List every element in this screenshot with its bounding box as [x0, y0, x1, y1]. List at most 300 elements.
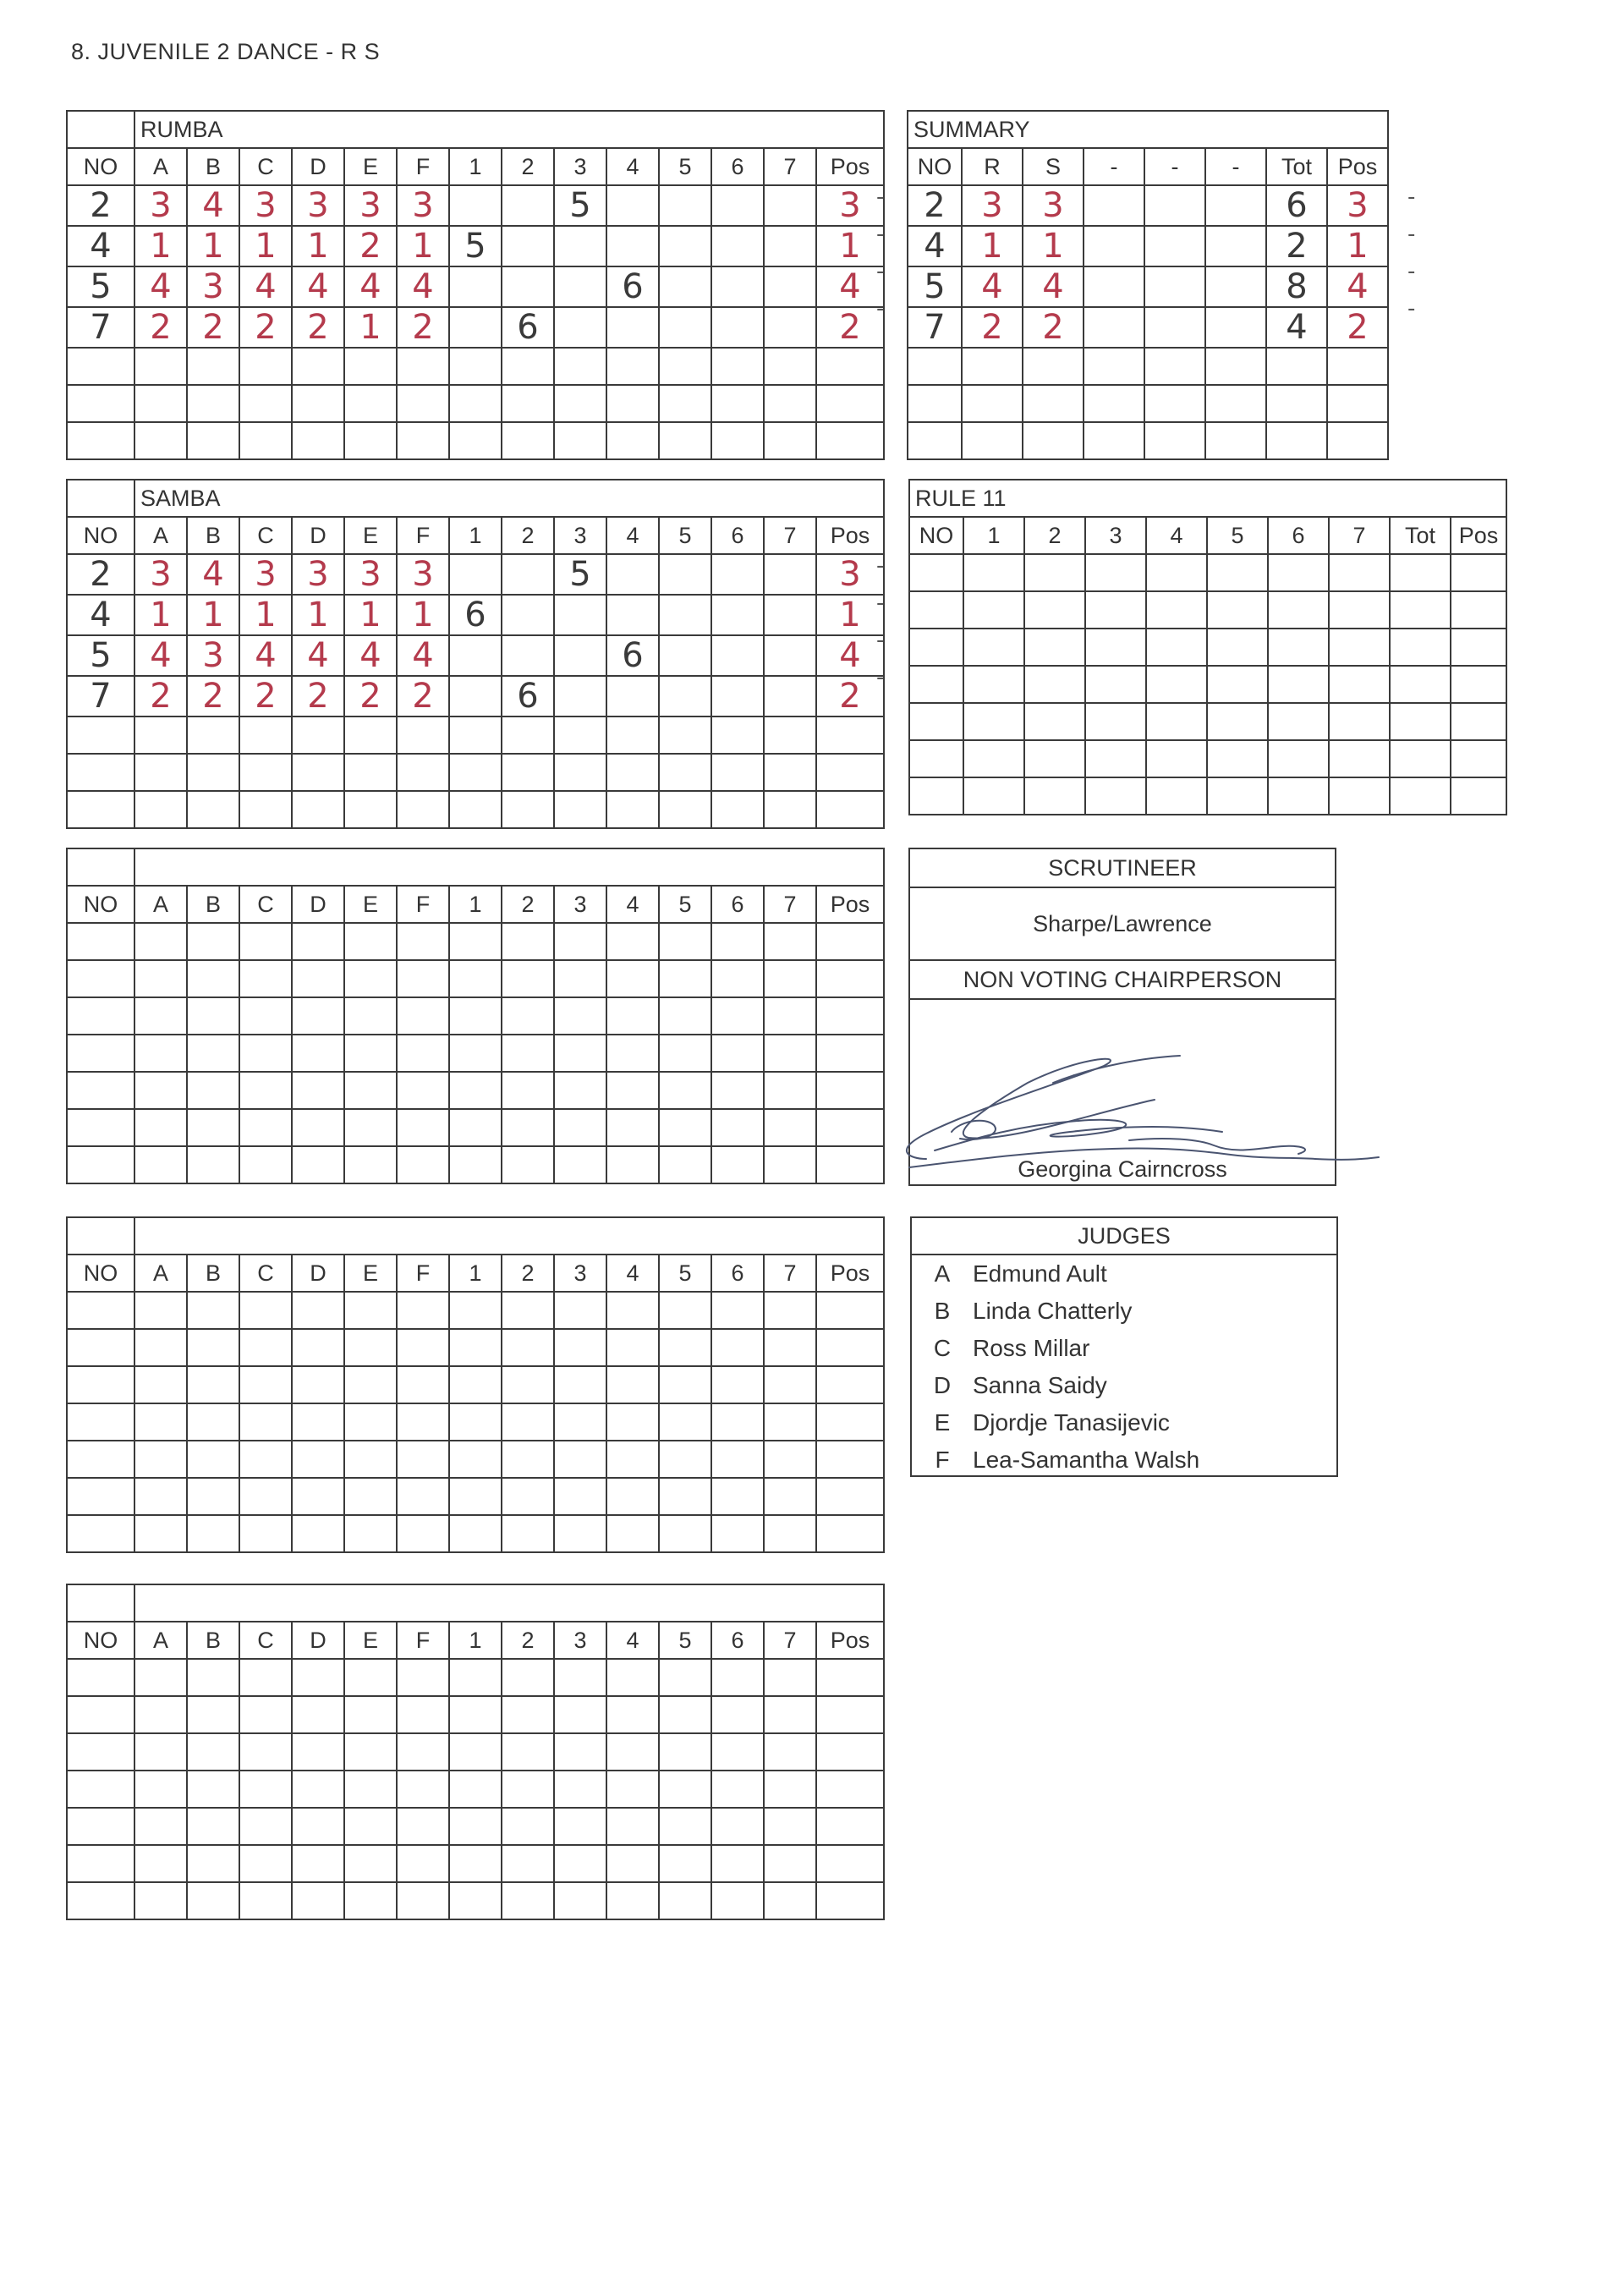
mark-cell — [449, 1659, 502, 1696]
mark-cell: 5 — [554, 554, 606, 595]
result-cell — [1144, 266, 1205, 307]
mark-cell — [67, 1403, 134, 1441]
mark-cell — [344, 1366, 397, 1403]
result-cell — [1451, 703, 1506, 740]
dance-title-row — [67, 848, 884, 886]
result-cell — [1205, 226, 1266, 266]
result-cell — [1205, 422, 1266, 459]
dance-name — [134, 848, 884, 886]
mark-cell — [554, 1403, 606, 1441]
mark-cell — [344, 960, 397, 997]
mark-cell: 1 — [397, 226, 449, 266]
mark-cell — [292, 791, 344, 828]
mark-cell — [344, 422, 397, 459]
mark-cell: 2 — [292, 307, 344, 348]
mark-cell — [449, 960, 502, 997]
mark-cell — [711, 1882, 764, 1919]
result-cell — [962, 385, 1023, 422]
judge-letter: F — [935, 1447, 950, 1473]
mark-cell: 3 — [187, 635, 239, 676]
mark-cell — [292, 1441, 344, 1478]
result-cell — [1144, 226, 1205, 266]
mark-cell — [816, 1403, 884, 1441]
result-cell — [1024, 703, 1085, 740]
mark-cell — [449, 1882, 502, 1919]
mark-cell — [502, 1882, 554, 1919]
result-cell — [1085, 777, 1146, 815]
marks-row — [67, 1292, 884, 1329]
mark-cell: 2 — [239, 307, 292, 348]
mark-cell — [292, 1882, 344, 1919]
mark-cell — [449, 676, 502, 717]
mark-cell — [502, 1146, 554, 1183]
result-cell: 3 — [1023, 185, 1084, 226]
mark-cell — [606, 923, 659, 960]
column-header: 5 — [1207, 517, 1268, 554]
column-header: Pos — [1451, 517, 1506, 554]
mark-cell: 1 — [187, 226, 239, 266]
mark-cell — [292, 997, 344, 1035]
mark-cell — [659, 754, 711, 791]
mark-cell — [187, 1696, 239, 1733]
result-cell — [1144, 385, 1205, 422]
mark-cell — [397, 1659, 449, 1696]
result-cell — [1023, 348, 1084, 385]
mark-cell — [187, 1808, 239, 1845]
column-header: B — [187, 517, 239, 554]
mark-cell — [397, 385, 449, 422]
result-cell: 2 — [1266, 226, 1327, 266]
judge-letter: A — [934, 1260, 951, 1287]
column-header: C — [239, 1255, 292, 1292]
result-cell — [1205, 307, 1266, 348]
mark-cell — [344, 1882, 397, 1919]
result-cell: 1 — [1327, 226, 1388, 266]
column-header: D — [292, 517, 344, 554]
marks-row — [67, 1733, 884, 1771]
mark-cell — [764, 385, 816, 422]
mark-cell — [606, 307, 659, 348]
mark-cell — [659, 1441, 711, 1478]
mark-cell — [711, 1109, 764, 1146]
result-cell — [1084, 348, 1144, 385]
mark-cell — [397, 1478, 449, 1515]
mark-cell — [764, 1292, 816, 1329]
result-cell — [1085, 703, 1146, 740]
mark-cell — [67, 754, 134, 791]
column-header: A — [134, 1255, 187, 1292]
result-cell — [1390, 666, 1451, 703]
column-header: F — [397, 1622, 449, 1659]
column-header: 2 — [502, 886, 554, 923]
mark-cell — [554, 1441, 606, 1478]
column-header: C — [239, 517, 292, 554]
mark-cell — [554, 923, 606, 960]
mark-cell — [606, 1659, 659, 1696]
mark-cell — [711, 385, 764, 422]
mark-cell — [239, 717, 292, 754]
mark-cell — [554, 348, 606, 385]
mark-cell — [344, 754, 397, 791]
mark-cell — [67, 1292, 134, 1329]
mark-cell — [554, 1478, 606, 1515]
mark-cell — [239, 1845, 292, 1882]
mark-cell — [397, 422, 449, 459]
mark-cell — [659, 1035, 711, 1072]
mark-cell — [554, 1035, 606, 1072]
mark-cell — [659, 422, 711, 459]
result-cell — [1266, 348, 1327, 385]
column-header: Tot — [1266, 148, 1327, 185]
result-cell — [1084, 266, 1144, 307]
result-cell — [963, 740, 1024, 777]
mark-cell — [292, 754, 344, 791]
mark-cell — [187, 1366, 239, 1403]
mark-cell: 4 — [397, 635, 449, 676]
result-cell — [963, 703, 1024, 740]
mark-cell — [554, 422, 606, 459]
column-header: R — [962, 148, 1023, 185]
mark-cell — [554, 1072, 606, 1109]
mark-cell — [606, 422, 659, 459]
mark-cell — [711, 348, 764, 385]
mark-cell — [292, 348, 344, 385]
mark-cell — [239, 1072, 292, 1109]
mark-cell: 1 — [397, 595, 449, 635]
mark-cell: 2 — [239, 676, 292, 717]
mark-cell — [816, 1441, 884, 1478]
mark-cell — [502, 1808, 554, 1845]
result-cell: 2 — [962, 307, 1023, 348]
result-cell — [1146, 554, 1207, 591]
mark-cell — [239, 1771, 292, 1808]
mark-cell — [502, 1403, 554, 1441]
mark-cell: 4 — [239, 635, 292, 676]
column-header: 5 — [659, 1622, 711, 1659]
mark-cell — [554, 1771, 606, 1808]
result-cell — [1390, 591, 1451, 629]
judge-letter: C — [933, 1335, 952, 1361]
judge-name: Edmund Ault — [973, 1260, 1107, 1287]
mark-cell — [239, 385, 292, 422]
mark-cell — [449, 997, 502, 1035]
mark-cell — [344, 1109, 397, 1146]
column-header: 6 — [1268, 517, 1329, 554]
result-cell — [1327, 422, 1388, 459]
result-cell — [1085, 554, 1146, 591]
result-cell — [1451, 666, 1506, 703]
mark-cell — [344, 1403, 397, 1441]
judge-name: Ross Millar — [973, 1335, 1090, 1361]
mark-cell — [187, 1659, 239, 1696]
mark-cell — [659, 676, 711, 717]
grid-title-row — [909, 480, 1506, 517]
mark-cell — [816, 422, 884, 459]
result-cell — [1023, 385, 1084, 422]
mark-cell — [502, 185, 554, 226]
mark-cell — [659, 1659, 711, 1696]
result-row — [909, 740, 1506, 777]
result-cell — [909, 703, 963, 740]
dance-name: RUMBA — [134, 111, 884, 148]
mark-cell — [187, 385, 239, 422]
judge-row — [912, 1367, 1336, 1404]
mark-cell — [711, 997, 764, 1035]
result-cell — [1024, 591, 1085, 629]
mark-cell — [554, 226, 606, 266]
marks-row — [67, 422, 884, 459]
mark-cell — [711, 923, 764, 960]
mark-cell — [67, 1441, 134, 1478]
mark-cell — [187, 1146, 239, 1183]
mark-cell: 3 — [239, 185, 292, 226]
mark-cell — [816, 791, 884, 828]
result-cell — [1024, 777, 1085, 815]
mark-cell — [449, 307, 502, 348]
result-cell — [1329, 777, 1390, 815]
result-cell: 6 — [1266, 185, 1327, 226]
mark-cell — [344, 1696, 397, 1733]
mark-cell — [711, 635, 764, 676]
result-cell — [1329, 554, 1390, 591]
column-header: - — [1205, 148, 1266, 185]
mark-cell — [502, 1109, 554, 1146]
mark-cell — [816, 1733, 884, 1771]
tick-mark: - — [876, 184, 885, 210]
mark-cell — [187, 1733, 239, 1771]
mark-cell — [764, 185, 816, 226]
mark-cell — [711, 717, 764, 754]
mark-cell — [187, 1403, 239, 1441]
result-cell — [909, 740, 963, 777]
result-row — [909, 777, 1506, 815]
mark-cell — [239, 754, 292, 791]
mark-cell: 1 — [816, 226, 884, 266]
column-header: E — [344, 148, 397, 185]
result-cell — [1451, 740, 1506, 777]
mark-cell — [659, 385, 711, 422]
column-header: E — [344, 1622, 397, 1659]
mark-cell — [239, 923, 292, 960]
column-header: NO — [67, 517, 134, 554]
mark-cell — [711, 1366, 764, 1403]
result-cell — [909, 591, 963, 629]
column-header: B — [187, 1622, 239, 1659]
mark-cell — [816, 1035, 884, 1072]
mark-cell: 6 — [606, 635, 659, 676]
mark-cell — [134, 960, 187, 997]
mark-cell — [292, 1292, 344, 1329]
mark-cell — [344, 1146, 397, 1183]
mark-cell — [134, 385, 187, 422]
mark-cell — [134, 1441, 187, 1478]
mark-cell — [816, 1882, 884, 1919]
mark-cell — [344, 1771, 397, 1808]
dance-title-spacer — [67, 848, 134, 886]
judges-box — [910, 1216, 1338, 1477]
mark-cell — [187, 1109, 239, 1146]
column-header: 6 — [711, 148, 764, 185]
result-cell — [1327, 385, 1388, 422]
mark-cell — [554, 960, 606, 997]
column-header: E — [344, 1255, 397, 1292]
mark-cell — [764, 266, 816, 307]
column-header: 3 — [554, 148, 606, 185]
mark-cell — [502, 385, 554, 422]
dance-grid — [66, 848, 885, 1184]
mark-cell — [502, 635, 554, 676]
mark-cell — [67, 1882, 134, 1919]
mark-cell — [239, 960, 292, 997]
result-cell — [909, 777, 963, 815]
mark-cell — [449, 1292, 502, 1329]
mark-cell — [606, 348, 659, 385]
mark-cell — [764, 1771, 816, 1808]
mark-cell: 3 — [239, 554, 292, 595]
dance-name — [134, 1584, 884, 1622]
mark-cell — [67, 997, 134, 1035]
result-row — [908, 422, 1388, 459]
mark-cell — [554, 1845, 606, 1882]
tick-mark: - — [1407, 296, 1416, 321]
tick-mark: - — [876, 296, 885, 321]
mark-cell — [764, 717, 816, 754]
dance-grid — [66, 110, 885, 460]
mark-cell: 4 — [67, 226, 134, 266]
grid-header-row — [909, 517, 1506, 554]
marks-row — [67, 1035, 884, 1072]
column-header: NO — [67, 886, 134, 923]
mark-cell — [606, 997, 659, 1035]
mark-cell — [764, 1146, 816, 1183]
mark-cell — [764, 1882, 816, 1919]
column-header: B — [187, 148, 239, 185]
mark-cell — [711, 1441, 764, 1478]
mark-cell — [554, 754, 606, 791]
mark-cell — [816, 1146, 884, 1183]
column-header: NO — [909, 517, 963, 554]
dance-title-row — [67, 480, 884, 517]
dance-name — [134, 1217, 884, 1255]
mark-cell — [397, 1072, 449, 1109]
mark-cell — [659, 1109, 711, 1146]
result-cell: 4 — [1266, 307, 1327, 348]
mark-cell — [344, 385, 397, 422]
mark-cell — [659, 960, 711, 997]
mark-cell — [239, 1441, 292, 1478]
mark-cell — [239, 1366, 292, 1403]
mark-cell — [449, 754, 502, 791]
mark-cell — [502, 1696, 554, 1733]
mark-cell — [397, 1292, 449, 1329]
mark-cell — [554, 1366, 606, 1403]
mark-cell: 1 — [239, 226, 292, 266]
dance-header-row — [67, 1255, 884, 1292]
mark-cell — [397, 1733, 449, 1771]
column-header: 4 — [606, 148, 659, 185]
mark-cell — [764, 348, 816, 385]
mark-cell — [187, 791, 239, 828]
mark-cell — [659, 1403, 711, 1441]
result-cell — [1207, 591, 1268, 629]
mark-cell: 3 — [397, 554, 449, 595]
column-header: 6 — [711, 1622, 764, 1659]
mark-cell — [397, 348, 449, 385]
mark-cell — [606, 791, 659, 828]
column-header: A — [134, 886, 187, 923]
mark-cell — [554, 1808, 606, 1845]
result-cell — [1085, 629, 1146, 666]
mark-cell — [606, 1366, 659, 1403]
result-cell — [1268, 666, 1329, 703]
mark-cell — [67, 1845, 134, 1882]
mark-cell — [187, 422, 239, 459]
column-header: - — [1084, 148, 1144, 185]
mark-cell — [187, 1771, 239, 1808]
column-header: 5 — [659, 517, 711, 554]
mark-cell — [67, 1696, 134, 1733]
judge-row — [912, 1293, 1336, 1330]
marks-row — [67, 385, 884, 422]
mark-cell — [816, 1366, 884, 1403]
mark-cell — [134, 1292, 187, 1329]
tick-mark: - — [876, 259, 885, 284]
mark-cell — [187, 1329, 239, 1366]
mark-cell: 2 — [397, 676, 449, 717]
mark-cell: 6 — [502, 307, 554, 348]
mark-cell — [606, 1292, 659, 1329]
marks-row — [67, 923, 884, 960]
scrutineer-name: Sharpe/Lawrence — [910, 888, 1335, 961]
column-header: 5 — [659, 1255, 711, 1292]
mark-cell — [659, 923, 711, 960]
column-header: 7 — [764, 886, 816, 923]
mark-cell — [397, 1771, 449, 1808]
result-row — [908, 266, 1388, 307]
column-header: E — [344, 886, 397, 923]
column-header: C — [239, 1622, 292, 1659]
mark-cell — [449, 1441, 502, 1478]
column-header: NO — [67, 1622, 134, 1659]
mark-cell — [134, 1733, 187, 1771]
mark-cell — [711, 676, 764, 717]
mark-cell: 4 — [816, 266, 884, 307]
tick-mark: - — [1407, 259, 1416, 284]
mark-cell — [397, 1696, 449, 1733]
mark-cell — [449, 185, 502, 226]
result-cell — [1266, 422, 1327, 459]
column-header: 7 — [764, 517, 816, 554]
mark-cell — [344, 717, 397, 754]
mark-cell — [449, 1478, 502, 1515]
mark-cell — [449, 635, 502, 676]
result-row — [909, 554, 1506, 591]
mark-cell — [134, 1515, 187, 1552]
mark-cell: 3 — [292, 185, 344, 226]
mark-cell — [397, 1366, 449, 1403]
mark-cell — [292, 1329, 344, 1366]
mark-cell — [554, 1292, 606, 1329]
marks-row — [67, 595, 884, 635]
mark-cell: 7 — [67, 307, 134, 348]
mark-cell — [67, 1733, 134, 1771]
mark-cell — [449, 1696, 502, 1733]
marks-row — [67, 266, 884, 307]
marks-row — [67, 635, 884, 676]
mark-cell: 3 — [816, 554, 884, 595]
mark-cell — [764, 997, 816, 1035]
mark-cell — [449, 554, 502, 595]
